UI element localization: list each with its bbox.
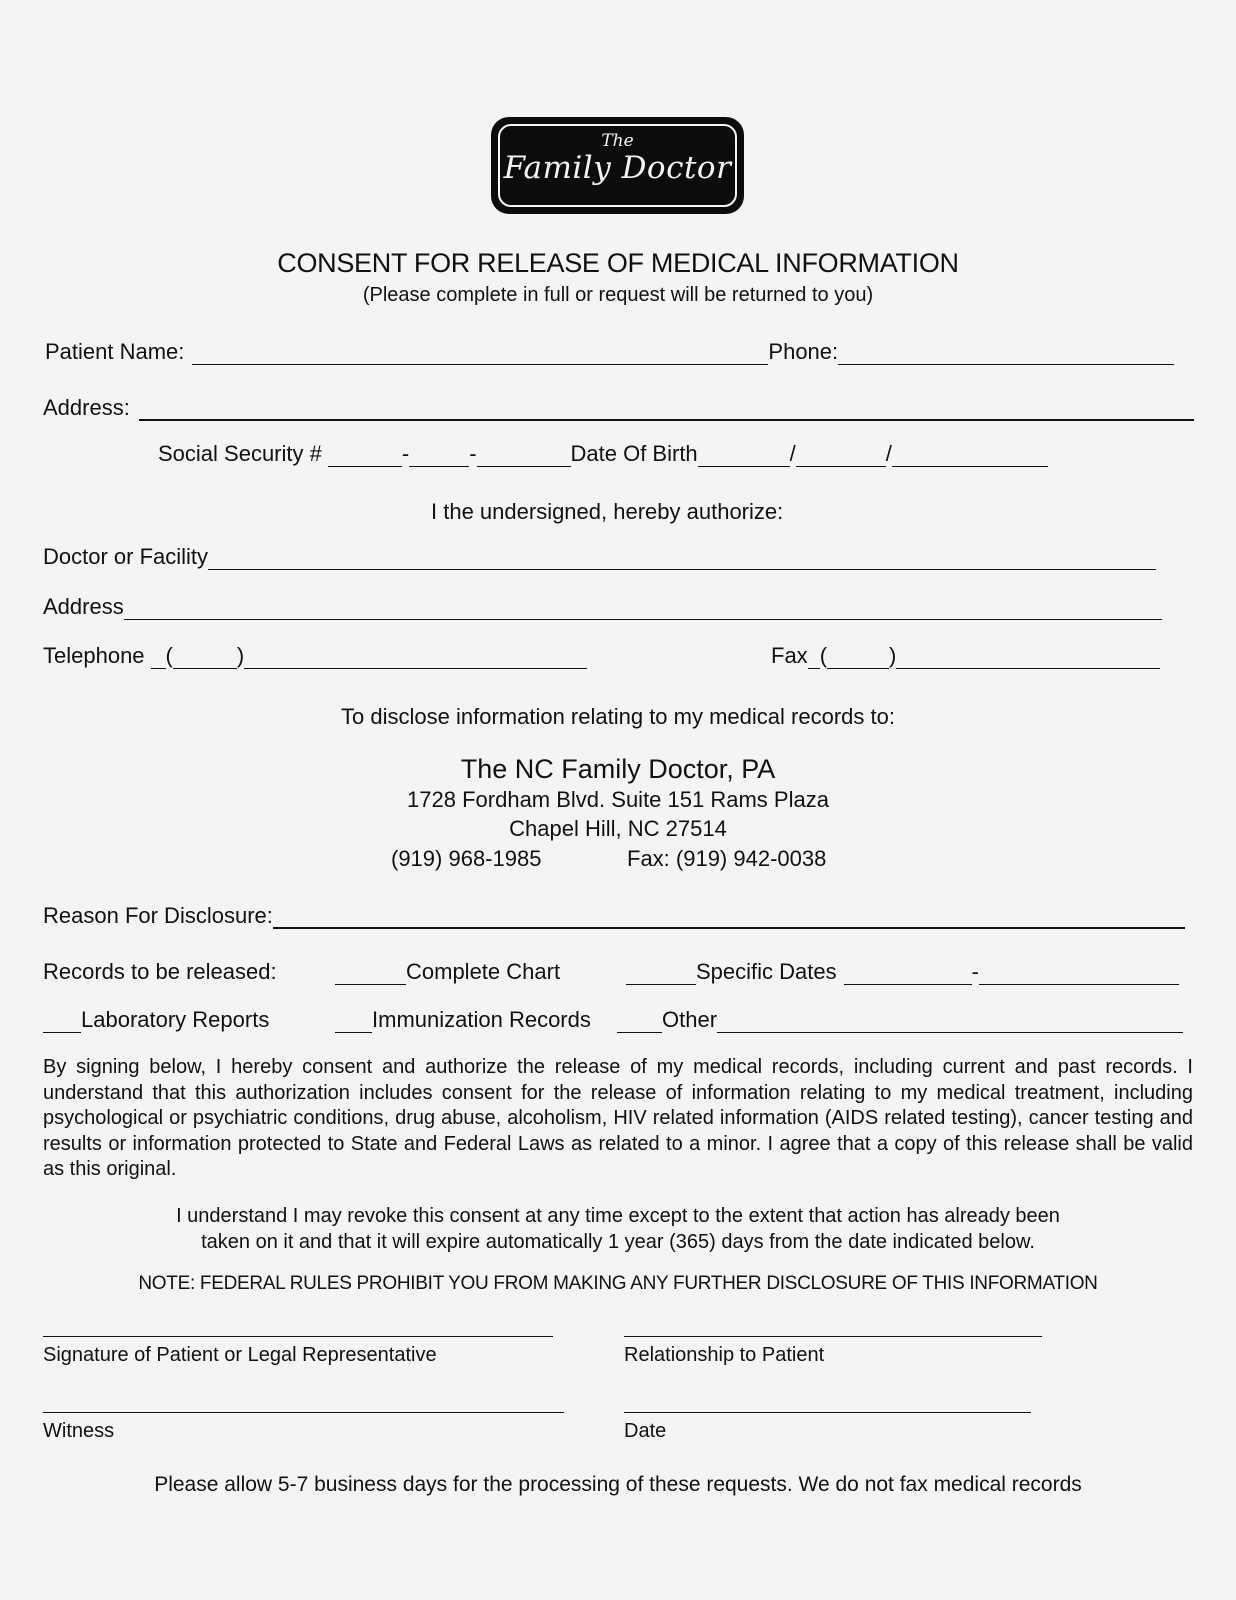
other-check-line[interactable] <box>617 1010 662 1033</box>
laboratory-option <box>43 1007 269 1033</box>
practice-fax: Fax: (919) 942-0038 <box>627 846 827 871</box>
dob-day-field[interactable] <box>796 444 886 467</box>
patient-signature-line[interactable] <box>43 1336 553 1337</box>
doctor-facility-row <box>43 544 1156 570</box>
facility-address-row <box>43 594 1162 620</box>
practice-phone: (919) 968-1985 <box>391 846 542 871</box>
processing-footer: Please allow 5-7 business days for the processing of these requests. We do not fax medical records <box>154 1473 1082 1496</box>
telephone-paren-open: ( <box>165 643 173 668</box>
records-label-row <box>43 959 277 985</box>
ssn-label: Social Security # <box>158 441 322 466</box>
patient-address-row <box>43 395 1194 421</box>
patient-signature-label: Signature of Patient or Legal Representative <box>43 1344 437 1366</box>
revoke-notice-line-1: I understand I may revoke this consent at any time except to the extent that action has already been <box>176 1205 1060 1227</box>
logo-main-text: Family Doctor <box>503 150 732 186</box>
fax-label: Fax <box>771 643 808 668</box>
immunization-option <box>335 1007 591 1033</box>
practice-city: Chapel Hill, NC 27514 <box>509 816 727 841</box>
telephone-label: Telephone <box>43 643 145 668</box>
ssn-field-1[interactable] <box>328 444 402 467</box>
fax-lead-line <box>808 646 820 669</box>
specific-dates-from-field[interactable] <box>844 962 972 985</box>
patient-address-label: Address: <box>43 395 130 420</box>
other-field[interactable] <box>717 1010 1183 1033</box>
relationship-line[interactable] <box>624 1336 1042 1337</box>
telephone-lead-line <box>151 646 166 669</box>
facility-address-field[interactable] <box>124 597 1162 620</box>
witness-signature-line[interactable] <box>43 1412 564 1413</box>
dob-year-field[interactable] <box>892 444 1048 467</box>
date-line[interactable] <box>624 1412 1031 1413</box>
fax-area-code-field[interactable] <box>827 646 889 669</box>
fax-row <box>771 643 1160 669</box>
dob-slash-1: / <box>789 441 796 466</box>
laboratory-check-line[interactable] <box>43 1010 81 1033</box>
witness-label: Witness <box>43 1420 115 1442</box>
patient-name-row <box>45 339 1174 365</box>
records-label: Records to be released: <box>43 959 277 984</box>
dob-month-field[interactable] <box>698 444 790 467</box>
phone-field[interactable] <box>838 342 1174 365</box>
ssn-dash-1: - <box>401 441 410 466</box>
specific-dates-label: Specific Dates <box>696 959 837 984</box>
logo-small-text: The <box>601 131 634 151</box>
reason-field[interactable] <box>273 905 1185 929</box>
immunization-label: Immunization Records <box>372 1007 591 1032</box>
doctor-facility-label: Doctor or Facility <box>43 544 209 569</box>
specific-dates-dash: - <box>971 959 979 984</box>
form-subtitle: (Please complete in full or request will be returned to you) <box>362 284 874 306</box>
patient-name-field[interactable] <box>192 342 768 365</box>
ssn-dash-2: - <box>469 441 477 466</box>
doctor-facility-field[interactable] <box>208 547 1156 570</box>
complete-chart-check-line[interactable] <box>335 962 406 985</box>
dob-label: Date Of Birth <box>570 441 698 466</box>
patient-address-field[interactable] <box>139 397 1194 421</box>
laboratory-label: Laboratory Reports <box>81 1007 270 1032</box>
ssn-field-3[interactable] <box>477 444 571 467</box>
ssn-dob-row <box>158 441 1048 467</box>
immunization-check-line[interactable] <box>335 1010 372 1033</box>
complete-chart-option <box>335 959 560 985</box>
date-label: Date <box>624 1420 667 1442</box>
revoke-notice-line-2: taken on it and that it will expire automatically 1 year (365) days from the date indicated below. <box>201 1231 1035 1253</box>
ssn-field-2[interactable] <box>409 444 469 467</box>
fax-paren-close: ) <box>889 643 897 668</box>
federal-rules-note: NOTE: FEDERAL RULES PROHIBIT YOU FROM MAKING ANY FURTHER DISCLOSURE OF THIS INFORMATION <box>138 1273 1098 1294</box>
other-label: Other <box>662 1007 718 1032</box>
reason-label: Reason For Disclosure: <box>43 903 273 928</box>
telephone-row <box>43 643 587 669</box>
dob-slash-2: / <box>885 441 892 466</box>
specific-dates-to-field[interactable] <box>979 962 1179 985</box>
telephone-number-field[interactable] <box>244 646 587 669</box>
specific-dates-option <box>626 959 1179 985</box>
other-option <box>617 1007 1183 1033</box>
reason-row <box>43 903 1185 929</box>
authorize-text: I the undersigned, hereby authorize: <box>431 499 784 524</box>
fax-number-field[interactable] <box>896 646 1160 669</box>
practice-address: 1728 Fordham Blvd. Suite 151 Rams Plaza <box>407 787 829 812</box>
form-title: CONSENT FOR RELEASE OF MEDICAL INFORMATION <box>277 248 959 278</box>
family-doctor-logo <box>491 117 744 214</box>
specific-dates-check-line[interactable] <box>626 962 696 985</box>
facility-address-label: Address <box>43 594 124 619</box>
patient-name-label: Patient Name: <box>45 339 185 364</box>
phone-label: Phone: <box>768 339 839 364</box>
relationship-label: Relationship to Patient <box>624 1344 825 1366</box>
disclose-heading: To disclose information relating to my medical records to: <box>341 704 895 729</box>
consent-paragraph: By signing below, I hereby consent and authorize the release of my medical records, including current and past records. I understand that this authorization includes consent for the release of information relating to my medical treatment, including psychological or psychiatric conditions, drug abuse, alcoholism, HIV related information (AIDS related testing), cancer testing and results or information protected to State and Federal Laws as related to a minor. I agree that a copy of this release shall be valid as this original. <box>43 1056 1193 1180</box>
complete-chart-label: Complete Chart <box>406 959 561 984</box>
practice-name: The NC Family Doctor, PA <box>460 754 776 784</box>
telephone-area-code-field[interactable] <box>173 646 237 669</box>
fax-paren-open: ( <box>819 643 828 668</box>
telephone-paren-close: ) <box>236 643 245 668</box>
